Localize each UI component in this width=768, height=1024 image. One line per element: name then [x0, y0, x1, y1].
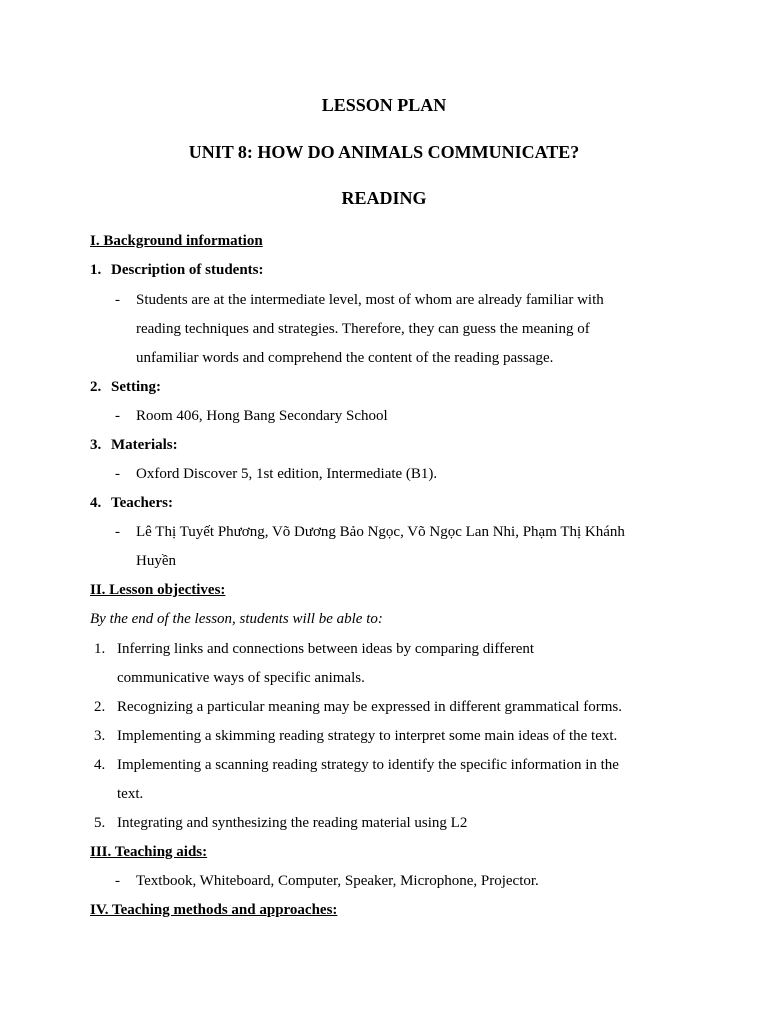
objective-number: 2.: [94, 699, 106, 715]
objective-number: 1.: [94, 641, 106, 657]
item-label-description: Description of students:: [111, 262, 264, 278]
text-line: reading techniques and strategies. Therefore, they can guess the meaning of: [136, 321, 590, 337]
objective-number: 3.: [94, 728, 106, 744]
bullet-dash: -: [115, 466, 120, 482]
objectives-intro: By the end of the lesson, students will be able to:: [90, 611, 383, 627]
text-line: Huyền: [136, 553, 176, 569]
objective-text: Implementing a scanning reading strategy to identify the specific information in the: [117, 757, 619, 773]
item-number: 3.: [90, 437, 102, 453]
objective-text: Implementing a skimming reading strategy to interpret some main ideas of the text.: [117, 728, 618, 744]
item-number: 4.: [90, 495, 102, 511]
item-label-materials: Materials:: [111, 437, 178, 453]
text-line: unfamiliar words and comprehend the content of the reading passage.: [136, 350, 554, 366]
skill-title: READING: [341, 188, 427, 208]
objective-text: Recognizing a particular meaning may be expressed in different grammatical forms.: [117, 699, 622, 715]
item-label-teachers: Teachers:: [111, 495, 173, 511]
section-heading-methods: IV. Teaching methods and approaches:: [90, 902, 338, 918]
document-title: LESSON PLAN: [321, 95, 447, 115]
bullet-dash: -: [115, 524, 120, 540]
section-heading-background: I. Background information: [90, 233, 263, 249]
objective-number: 4.: [94, 757, 106, 773]
text-line: Textbook, Whiteboard, Computer, Speaker, Microphone, Projector.: [136, 873, 539, 889]
bullet-dash: -: [115, 408, 120, 424]
unit-title: UNIT 8: HOW DO ANIMALS COMMUNICATE?: [188, 142, 580, 162]
bullet-dash: -: [115, 873, 120, 889]
objective-text: Inferring links and connections between ideas by comparing different: [117, 641, 535, 657]
section-heading-objectives: II. Lesson objectives:: [90, 582, 226, 598]
text-line: Oxford Discover 5, 1st edition, Intermediate (B1).: [136, 466, 438, 482]
objective-text: text.: [117, 786, 144, 802]
objective-text: Integrating and synthesizing the reading material using L2: [117, 815, 468, 831]
bullet-dash: -: [115, 292, 120, 308]
text-line: Room 406, Hong Bang Secondary School: [136, 408, 388, 424]
objective-number: 5.: [94, 815, 106, 831]
item-label-setting: Setting:: [111, 379, 161, 395]
text-line: Students are at the intermediate level, most of whom are already familiar with: [136, 292, 604, 308]
item-number: 2.: [90, 379, 102, 395]
text-line: Lê Thị Tuyết Phương, Võ Dương Bảo Ngọc, Võ Ngọc Lan Nhi, Phạm Thị Khánh: [136, 524, 625, 540]
item-number: 1.: [90, 262, 102, 278]
objective-text: communicative ways of specific animals.: [117, 670, 365, 686]
section-heading-teaching-aids: III. Teaching aids:: [90, 844, 208, 860]
